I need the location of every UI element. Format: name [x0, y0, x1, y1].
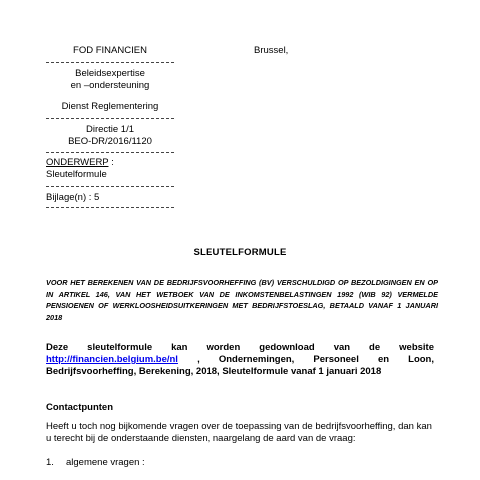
subject-separator: : [108, 157, 114, 168]
attachments: Bijlage(n) : 5 [46, 192, 100, 203]
directorate-block [46, 124, 174, 147]
org-name: FOD FINANCIEN [73, 45, 147, 56]
website-link[interactable]: http://financien.belgium.be/nl [46, 353, 178, 365]
download-paragraph [46, 342, 434, 377]
contact-paragraph: Heeft u toch nog bijkomende vragen over de toepassing van de bedrijfsvoorheffing, dan kan u terecht bij de onderstaande diensten, naargelang de aard van de vraag: [46, 421, 432, 444]
divider [46, 207, 174, 208]
divider [46, 186, 174, 187]
reference-number: BEO-DR/2016/1120 [68, 135, 152, 147]
department-line-2: en –ondersteuning [70, 79, 150, 91]
city-date: Brussel, [254, 45, 289, 56]
list-item-text: algemene vragen : [66, 457, 145, 468]
department-line-1: Beleidsexpertise [75, 68, 145, 79]
directorate: Directie 1/1 [85, 124, 135, 135]
download-text-before: Deze sleutelformule kan worden gedownload van de website [46, 342, 434, 353]
contact-heading: Contactpunten [46, 402, 114, 413]
subject-label-line [46, 157, 114, 169]
subject-label: ONDERWERP [46, 157, 109, 168]
divider [46, 152, 174, 153]
service-name: Dienst Reglementering [61, 101, 159, 112]
divider [46, 118, 174, 119]
download-text-after: , Ondernemingen, Personeel en Loon, Bedrijfsvoorheffing, Berekening, 2018, Sleutelformule vanaf 1 januari 2018 [46, 353, 434, 377]
document-subtitle: VOOR HET BEREKENEN VAN DE BEDRIJFSVOORHEFFING (BV) VERSCHULDIGD OP BEZOLDIGINGEN EN OP IN ARTIKEL 146, VAN HET WETBOEK VAN DE INKOMSTENBELASTINGEN 1992 (WIB 92) VERMELDE PENSIOENEN OF WERKLOOSHEIDSUITKERINGEN MET BEDRIJFSTOESLAG, BETAALD VANAF 1 JANUARI 2018 [46, 278, 438, 322]
list-item [46, 457, 145, 468]
department [46, 68, 174, 91]
divider [46, 62, 174, 63]
subject-value: Sleutelformule [46, 168, 107, 180]
list-item-number: 1. [46, 457, 54, 468]
subject-block [46, 157, 114, 180]
document-title: SLEUTELFORMULE [193, 247, 287, 258]
